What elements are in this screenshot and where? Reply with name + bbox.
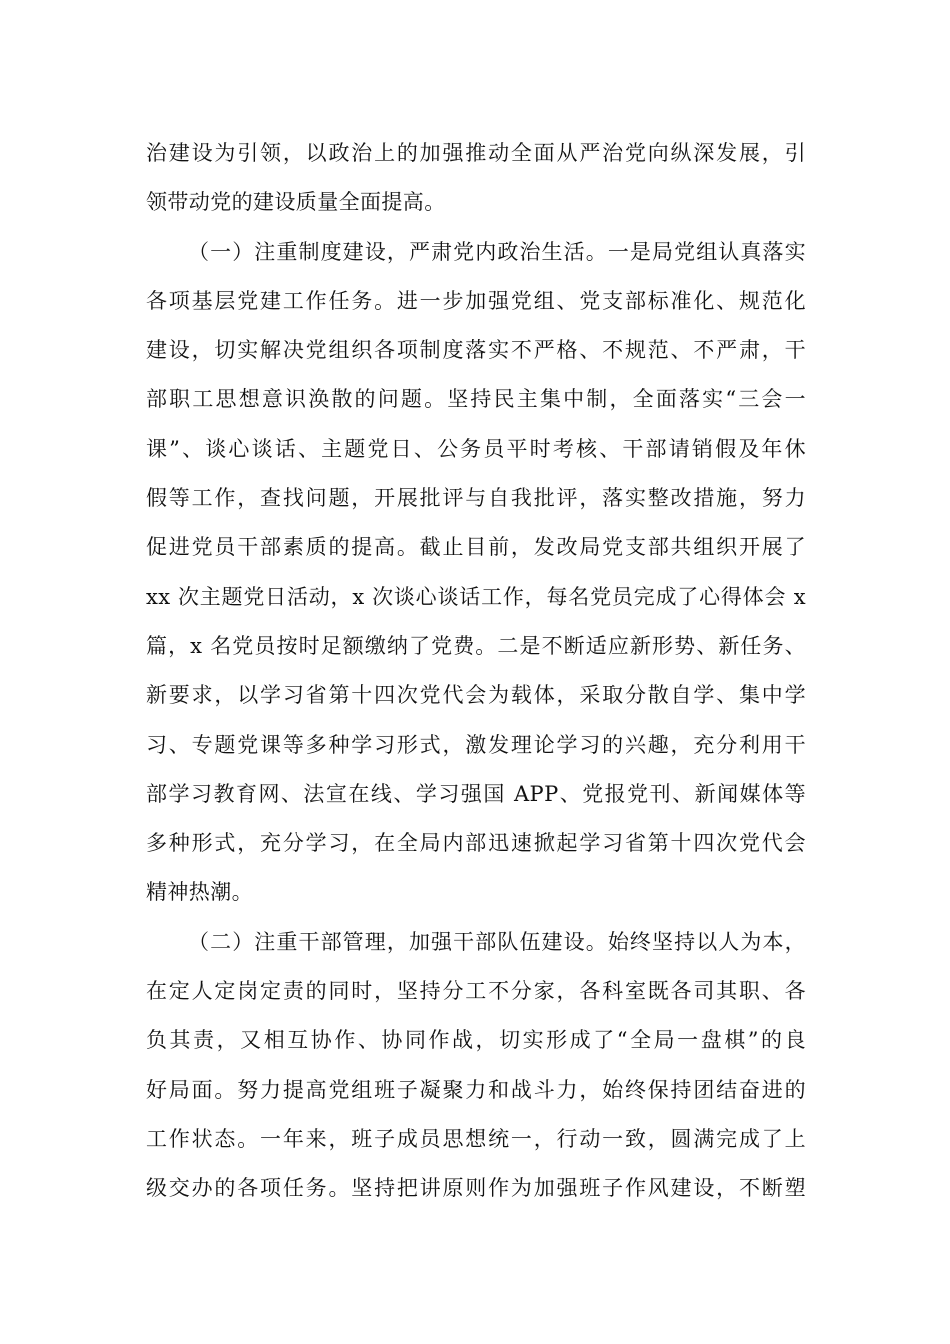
text-line: 习、专题党课等多种学习形式，激发理论学习的兴趣，充分利用干: [146, 732, 806, 757]
paragraph-start-line: （一）注重制度建设，严肃党内政治生活。一是局党组认真落实: [188, 239, 806, 264]
text-line: 多种形式，充分学习，在全局内部迅速掀起学习省第十四次党代会: [146, 831, 806, 856]
text-line: 领带动党的建设质量全面提高。: [146, 190, 446, 215]
text-line: 在定人定岗定责的同时，坚持分工不分家，各科室既各司其职、各: [146, 979, 806, 1004]
text-line: 治建设为引领，以政治上的加强推动全面从严治党向纵深发展，引: [146, 141, 806, 165]
text-line: 负其责，又相互协作、协同作战，切实形成了“全局一盘棋”的良: [146, 1028, 806, 1053]
text-line: 各项基层党建工作任务。进一步加强党组、党支部标准化、规范化: [146, 288, 806, 313]
text-line: 篇，x 名党员按时足额缴纳了党费。二是不断适应新形势、新任务、: [146, 633, 806, 658]
text-line: 部学习教育网、法宣在线、学习强国 APP、党报党刊、新闻媒体等: [146, 781, 806, 806]
text-line: 建设，切实解决党组织各项制度落实不严格、不规范、不严肃，干: [146, 338, 806, 363]
text-line: 新要求，以学习省第十四次党代会为载体，采取分散自学、集中学: [146, 683, 806, 708]
paragraph-start-line: （二）注重干部管理，加强干部队伍建设。始终坚持以人为本，: [188, 929, 806, 954]
text-line: 工作状态。一年来，班子成员思想统一，行动一致，圆满完成了上: [146, 1126, 806, 1151]
text-line: xx 次主题党日活动，x 次谈心谈话工作，每名党员完成了心得体会 x: [146, 584, 806, 609]
text-line: 级交办的各项任务。坚持把讲原则作为加强班子作风建设，不断塑: [146, 1176, 806, 1201]
text-line: 假等工作，查找问题，开展批评与自我批评，落实整改措施，努力: [146, 486, 806, 511]
text-line: 精神热潮。: [146, 880, 253, 905]
text-line: 课”、谈心谈话、主题党日、公务员平时考核、干部请销假及年休: [146, 436, 806, 461]
text-line: 部职工思想意识涣散的问题。坚持民主集中制，全面落实“三会一: [146, 387, 806, 412]
text-line: 促进党员干部素质的提高。截止目前，发改局党支部共组织开展了: [146, 535, 806, 560]
text-line: 好局面。努力提高党组班子凝聚力和战斗力，始终保持团结奋进的: [146, 1077, 806, 1102]
body-text: [146, 129, 806, 1214]
